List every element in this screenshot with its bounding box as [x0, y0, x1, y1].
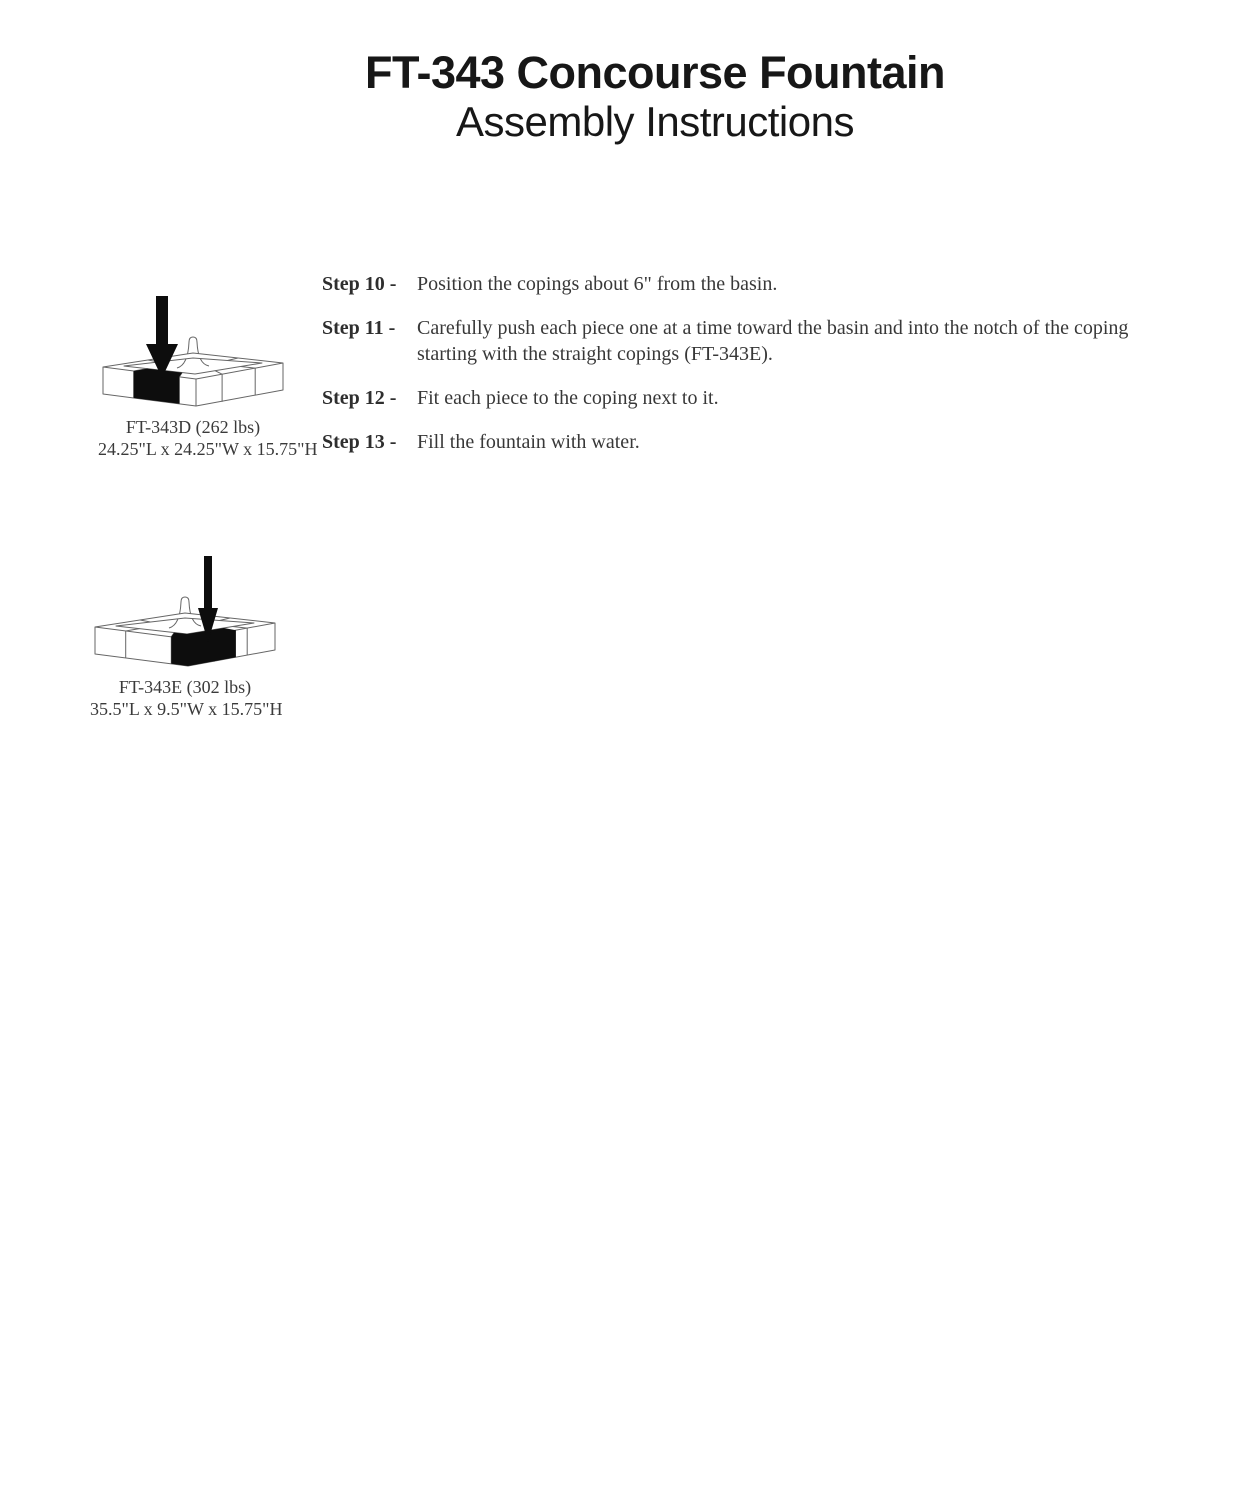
basin-straight-coping-diagram: [98, 296, 288, 408]
document-header: [55, 48, 1250, 146]
part-caption: [90, 676, 283, 720]
step-instruction: Fill the fountain with water.: [417, 431, 640, 453]
part-dimensions: 35.5"L x 9.5"W x 15.75"H: [90, 699, 283, 719]
step-row-10: [322, 271, 1202, 297]
basin-line-art: [103, 337, 283, 406]
step-instruction: Position the copings about 6" from the basin.: [417, 273, 778, 295]
basin-line-art: [95, 597, 275, 666]
part-figure-ft343e: [90, 556, 283, 720]
step-row-12: [322, 385, 1202, 411]
page-title: FT-343 Concourse Fountain: [364, 47, 946, 98]
step-row-11: [322, 315, 1202, 367]
step-number: Step 13 -: [322, 431, 397, 453]
step-number: Step 10 -: [322, 273, 397, 295]
step-instruction: Carefully push each piece one at a time toward the basin and into the notch of the coping starting with the straight copings (FT-343E).: [417, 317, 1129, 365]
part-dimensions: 24.25"L x 24.25"W x 15.75"H: [98, 439, 318, 459]
step-number: Step 12 -: [322, 387, 397, 409]
part-name: FT-343E (302 lbs): [118, 677, 252, 697]
step-instruction: Fit each piece to the coping next to it.: [417, 387, 719, 409]
part-figure-ft343d: [98, 296, 318, 460]
step-number: Step 11 -: [322, 317, 396, 339]
down-arrow-icon: [146, 296, 178, 378]
fountain-spout: [177, 337, 209, 368]
part-name: FT-343D (262 lbs): [125, 417, 261, 437]
highlighted-corner-coping-piece: [171, 628, 236, 666]
step-row-13: [322, 429, 1202, 455]
page-subtitle: Assembly Instructions: [456, 98, 854, 145]
fountain-spout: [169, 597, 201, 628]
assembly-steps: [322, 271, 1202, 473]
highlighted-straight-coping-piece: [134, 369, 183, 404]
part-caption: [98, 416, 318, 460]
basin-corner-coping-diagram: [90, 556, 280, 668]
